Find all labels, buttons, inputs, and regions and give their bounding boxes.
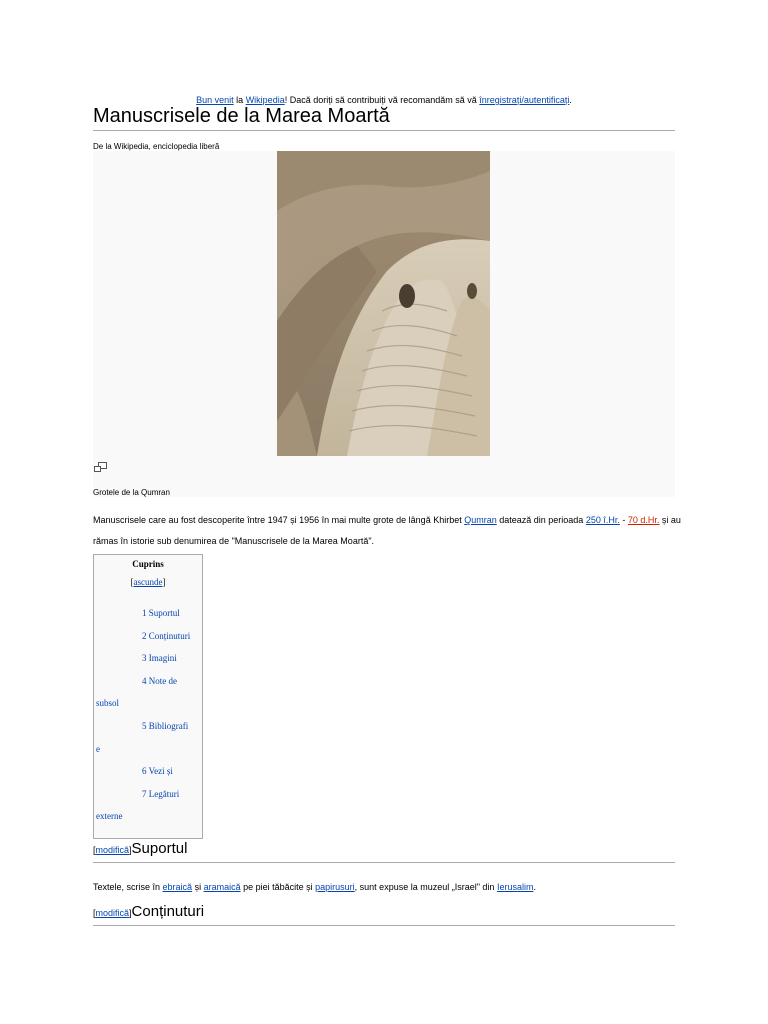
page-title: Manuscrisele de la Marea Moartă bbox=[93, 104, 675, 131]
toc-item-bibliografie-cont[interactable]: e bbox=[96, 743, 100, 754]
suportul-paragraph bbox=[93, 877, 693, 898]
suport-text-5: . bbox=[533, 882, 536, 892]
toc-item-note-de-subsol-cont[interactable]: subsol bbox=[96, 698, 120, 709]
edit-bracket-open: [ bbox=[93, 845, 96, 855]
edit-section-continuturi bbox=[93, 908, 132, 918]
suport-text-2: și bbox=[192, 882, 204, 892]
qumran-link[interactable]: Qumran bbox=[464, 515, 497, 525]
section-title-continuturi: Conținuturi bbox=[131, 903, 205, 920]
section-heading-continuturi bbox=[93, 903, 675, 926]
toc-toggle-open: [ bbox=[130, 577, 134, 587]
toc-item-note-de-subsol[interactable]: 4 Note de bbox=[142, 675, 177, 686]
thumbnail-caption: Grotele de la Qumran bbox=[93, 488, 170, 497]
edit-section-suportul bbox=[93, 845, 132, 855]
edit-bracket-open: [ bbox=[93, 908, 96, 918]
suport-text-4: , sunt expuse la muzeul „Israel" din bbox=[354, 882, 497, 892]
date-250-bc-link[interactable]: 250 î.Hr. bbox=[585, 515, 620, 525]
suport-text-3: pe piei tăbăcite și bbox=[240, 882, 316, 892]
toc-item-imagini[interactable]: 3 Imagini bbox=[142, 653, 177, 664]
table-of-contents bbox=[93, 554, 203, 839]
site-tagline: De la Wikipedia, enciclopedia liberă bbox=[93, 142, 220, 151]
intro-paragraph bbox=[93, 510, 693, 552]
ebraica-link[interactable]: ebraică bbox=[162, 882, 193, 892]
intro-text-3: - bbox=[619, 515, 628, 525]
papirusuri-link[interactable]: papirusuri bbox=[315, 882, 355, 892]
toc-item-vezi-si[interactable]: 6 Vezi și bbox=[142, 766, 173, 777]
date-70-ad-link[interactable]: 70 d.Hr. bbox=[627, 515, 660, 525]
intro-text-2: datează din perioada bbox=[496, 515, 586, 525]
toc-list bbox=[94, 602, 202, 828]
intro-text-1: Manuscrisele care au fost descoperite între 1947 și 1956 în mai multe grote de lângă Khirbet bbox=[93, 515, 465, 525]
intro-text-4: și au rămas în istorie sub denumirea de "Manuscrisele de la Marea Moartă". bbox=[93, 515, 681, 546]
thumbnail-box bbox=[93, 151, 675, 497]
register-link[interactable]: înregistrați/autentificați bbox=[479, 95, 570, 105]
toc-hide-link[interactable]: ascunde bbox=[133, 577, 163, 587]
toc-toggle-close: ] bbox=[162, 577, 166, 587]
notice-text-mid: ! Dacă doriți să contribuiți vă recomandăm să vă bbox=[284, 95, 480, 105]
suport-text-1: Textele, scrise în bbox=[93, 882, 163, 892]
toc-title: Cuprins bbox=[132, 559, 164, 569]
toc-item-bibliografie[interactable]: 5 Bibliografi bbox=[142, 720, 189, 731]
notice-text-la: la bbox=[233, 95, 246, 105]
edit-bracket-close: ] bbox=[129, 908, 132, 918]
magnify-icon[interactable] bbox=[94, 459, 107, 469]
toc-item-legaturi-externe[interactable]: 7 Legături bbox=[142, 788, 180, 799]
edit-suportul-link[interactable]: modifică bbox=[95, 845, 130, 855]
wikipedia-link[interactable]: Wikipedia bbox=[245, 95, 285, 105]
qumran-caves-photo[interactable] bbox=[277, 151, 490, 456]
section-heading-suportul bbox=[93, 840, 675, 863]
welcome-link[interactable]: Bun venit bbox=[196, 95, 234, 105]
edit-bracket-close: ] bbox=[129, 845, 132, 855]
notice-text-end: . bbox=[569, 95, 572, 105]
section-title-suportul: Suportul bbox=[131, 840, 188, 857]
toc-toggle bbox=[94, 577, 202, 587]
edit-continuturi-link[interactable]: modifică bbox=[95, 908, 130, 918]
toc-item-continuturi[interactable]: 2 Conținuturi bbox=[142, 630, 191, 641]
aramaica-link[interactable]: aramaică bbox=[203, 882, 241, 892]
toc-item-suportul[interactable]: 1 Suportul bbox=[142, 608, 180, 618]
toc-item-legaturi-externe-cont[interactable]: externe bbox=[96, 811, 123, 822]
ierusalim-link[interactable]: Ierusalim bbox=[496, 882, 534, 892]
